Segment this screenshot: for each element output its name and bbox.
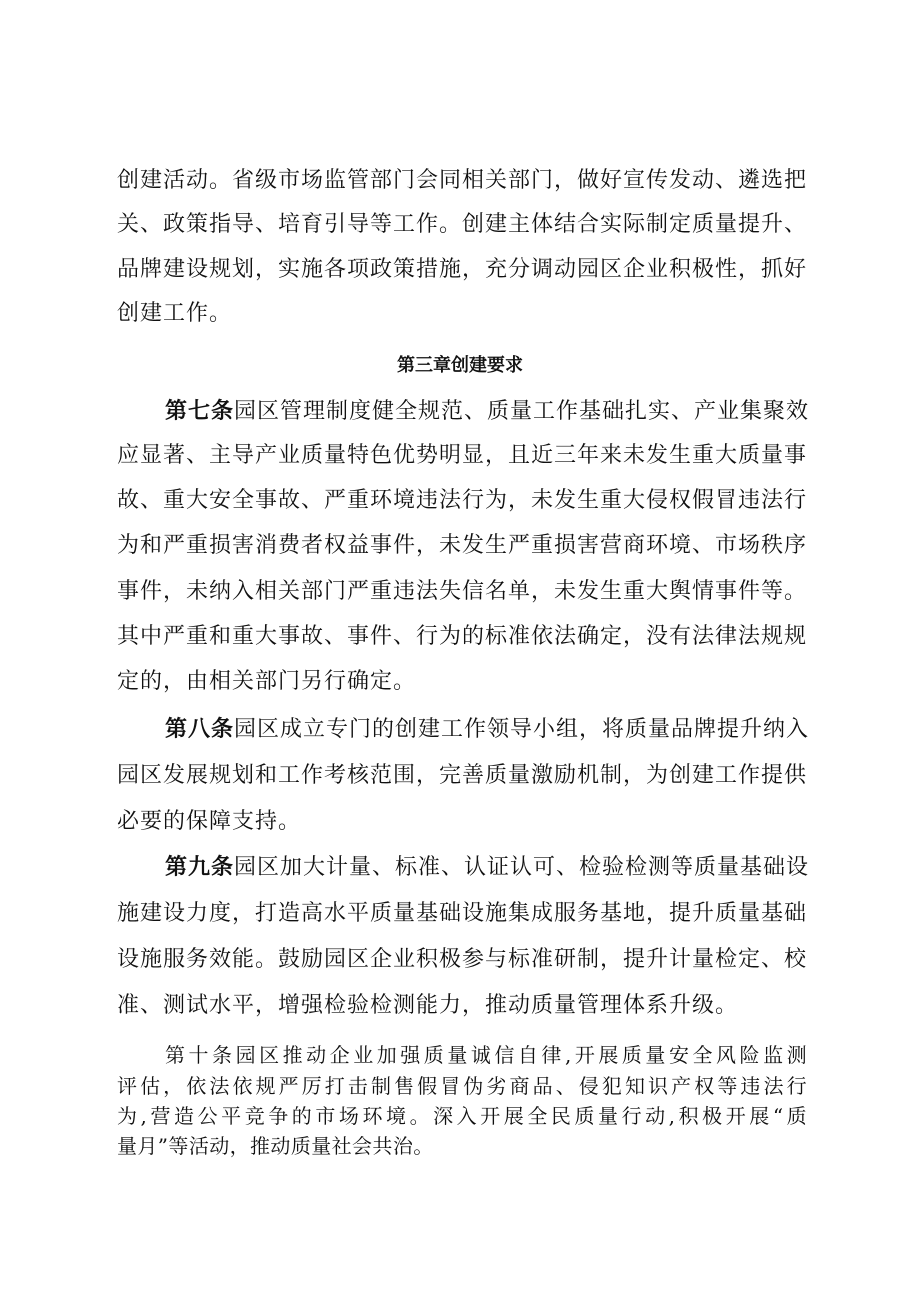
article-8-line: 必要的保障支持。 xyxy=(117,809,302,834)
article-7-line: 其中严重和重大事故、事件、行为的标准依法确定，没有法律法规规 xyxy=(117,624,808,649)
article-9-line: 准、测试水平，增强检验检测能力，推动质量管理体系升级。 xyxy=(117,993,739,1018)
intro-line-3: 品牌建设规划，实施各项政策措施，充分调动园区企业积极性，抓好 xyxy=(117,257,808,282)
article-7-line: 定的，由相关部门另行确定。 xyxy=(117,669,417,694)
article-8-text: 园区成立专门的创建工作领导小组，将质量品牌提升纳入 xyxy=(234,717,810,742)
article-7-line: 故、重大安全事故、严重环境违法行为，未发生重大侵权假冒违法行 xyxy=(117,488,808,513)
article-7-line: 应显著、主导产业质量特色优势明显，且近三年来未发生重大质量事 xyxy=(117,443,808,468)
intro-line-1: 创建活动。省级市场监管部门会同相关部门，做好宣传发动、遴选把 xyxy=(117,168,808,193)
article-10-line: 为,营造公平竞争的市场环境。深入开展全民质量行动,积极开展“质 xyxy=(117,1104,807,1128)
intro-line-4: 创建工作。 xyxy=(117,301,233,326)
article-8-label: 第八条 xyxy=(165,717,235,742)
article-7-line: 为和严重损害消费者权益事件，未发生严重损害营商环境、市场秩序 xyxy=(117,533,808,558)
article-9-line: 施建设力度，打造高水平质量基础设施集成服务基地，提升质量基础 xyxy=(117,901,808,926)
article-8-first-line xyxy=(165,715,810,745)
article-10-first-line: 第十条园区推动企业加强质量诚信自律,开展质量安全风险监测 xyxy=(165,1043,807,1067)
article-7-text: 园区管理制度健全规范、质量工作基础扎实、产业集聚效 xyxy=(234,399,810,424)
intro-line-2: 关、政策指导、培育引导等工作。创建主体结合实际制定质量提升、 xyxy=(117,212,808,237)
article-10-line: 评估，依法依规严厉打击制售假冒伪劣商品、侵犯知识产权等违法行 xyxy=(117,1074,807,1098)
article-8-line: 园区发展规划和工作考核范围，完善质量激励机制，为创建工作提供 xyxy=(117,763,808,788)
article-10-line: 量月”等活动，推动质量社会共治。 xyxy=(117,1134,434,1158)
article-9-first-line xyxy=(165,853,810,883)
chapter-heading: 第三章创建要求 xyxy=(397,355,523,376)
article-9-line: 设施服务效能。鼓励园区企业积极参与标准研制，提升计量检定、校 xyxy=(117,947,808,972)
article-7-label: 第七条 xyxy=(165,399,235,424)
article-7-first-line xyxy=(165,397,810,427)
article-9-label: 第九条 xyxy=(165,855,235,880)
article-9-text: 园区加大计量、标准、认证认可、检验检测等质量基础设 xyxy=(234,855,810,880)
article-7-line: 事件，未纳入相关部门严重违法失信名单，未发生重大舆情事件等。 xyxy=(117,579,808,604)
